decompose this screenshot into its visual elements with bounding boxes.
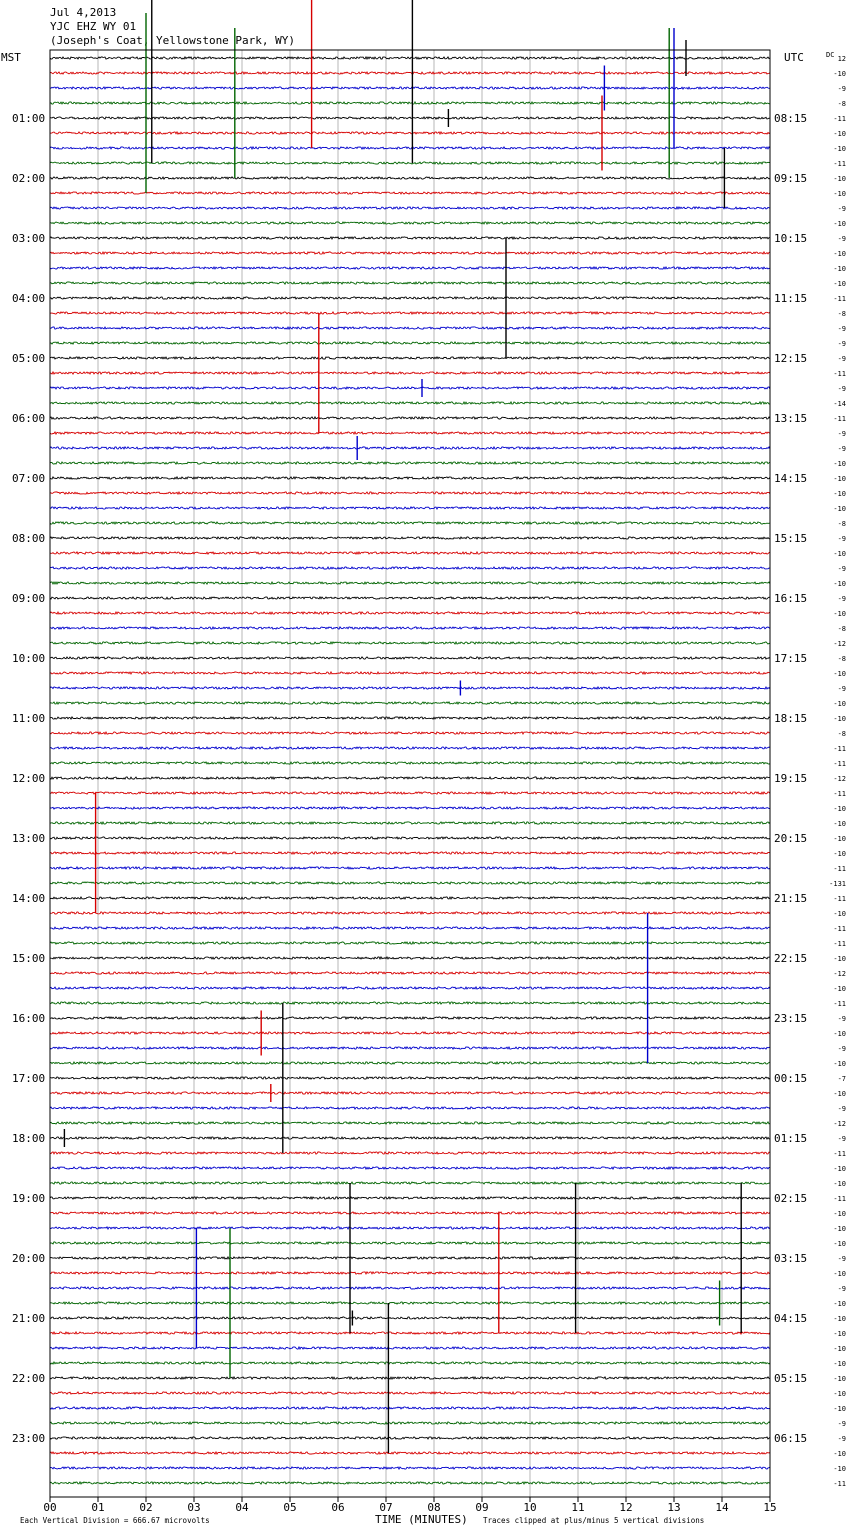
- mst-hour-label: 21:00: [12, 1312, 46, 1325]
- mst-hour-label: 18:00: [12, 1132, 46, 1145]
- dc-offset-label: -10: [833, 1030, 846, 1038]
- dc-offset-label: -11: [833, 925, 846, 933]
- x-tick-label: 07: [379, 1501, 393, 1514]
- dc-offset-label: -10: [833, 250, 846, 258]
- x-tick-label: 02: [139, 1501, 153, 1514]
- dc-offset-label: -12: [833, 1120, 846, 1128]
- dc-offset-label: -10: [833, 805, 846, 813]
- header-station: YJC EHZ WY 01: [50, 20, 137, 33]
- dc-offset-label: -10: [833, 1465, 846, 1473]
- footer-scale-note: Each Vertical Division = 666.67 microvolts: [20, 1516, 210, 1525]
- utc-hour-label: 06:15: [774, 1432, 808, 1445]
- dc-offset-label: -11: [833, 865, 846, 873]
- utc-hour-label: 17:15: [774, 652, 808, 665]
- dc-offset-label: -10: [833, 580, 846, 588]
- dc-offset-label: -14: [833, 400, 846, 408]
- dc-offset-label: -10: [833, 1375, 846, 1383]
- dc-offset-label: -10: [833, 1165, 846, 1173]
- dc-offset-label: -11: [833, 1195, 846, 1203]
- dc-offset-label: -10: [833, 490, 846, 498]
- mst-hour-label: 04:00: [12, 292, 46, 305]
- mst-hour-label: 07:00: [12, 472, 46, 485]
- dc-label: DC: [826, 51, 835, 59]
- x-tick-label: 09: [475, 1501, 489, 1514]
- mst-hour-label: 17:00: [12, 1072, 46, 1085]
- utc-hour-label: 14:15: [774, 472, 808, 485]
- utc-hour-label: 16:15: [774, 592, 808, 605]
- x-tick-label: 06: [331, 1501, 345, 1514]
- dc-offset-label: -12: [833, 775, 846, 783]
- dc-offset-label: -10: [833, 1330, 846, 1338]
- utc-hour-label: 02:15: [774, 1192, 808, 1205]
- utc-hour-label: 18:15: [774, 712, 808, 725]
- dc-offset-label: -9: [837, 1420, 846, 1428]
- dc-offset-label: -10: [833, 190, 846, 198]
- dc-offset-label: -9: [837, 445, 846, 453]
- dc-offset-label: -9: [837, 325, 846, 333]
- x-tick-label: 05: [283, 1501, 297, 1514]
- dc-offset-label: -131: [829, 880, 846, 888]
- utc-hour-label: 20:15: [774, 832, 808, 845]
- dc-offset-label: -11: [833, 295, 846, 303]
- dc-offset-label: -10: [833, 700, 846, 708]
- dc-offset-label: -10: [833, 1270, 846, 1278]
- dc-offset-label: -11: [833, 1150, 846, 1158]
- utc-hour-label: 22:15: [774, 952, 808, 965]
- utc-hour-label: 10:15: [774, 232, 808, 245]
- dc-offset-label: -9: [837, 1135, 846, 1143]
- header-location: (Joseph's Coat, Yellowstone Park, WY): [50, 34, 296, 47]
- x-tick-label: 01: [91, 1501, 105, 1514]
- dc-offset-label: -10: [833, 610, 846, 618]
- dc-offset-label: -10: [833, 670, 846, 678]
- dc-offset-label: -11: [833, 790, 846, 798]
- mst-hour-label: 11:00: [12, 712, 46, 725]
- dc-offset-label: -9: [837, 1285, 846, 1293]
- utc-hour-label: 19:15: [774, 772, 808, 785]
- mst-hour-label: 05:00: [12, 352, 46, 365]
- utc-hour-label: 15:15: [774, 532, 808, 545]
- dc-offset-label: -11: [833, 745, 846, 753]
- dc-offset-label: -10: [833, 550, 846, 558]
- dc-offset-label: -9: [837, 205, 846, 213]
- dc-offset-label: -9: [837, 1255, 846, 1263]
- dc-offset-label: -10: [833, 265, 846, 273]
- dc-offset-label: -9: [837, 1435, 846, 1443]
- dc-offset-label: -8: [837, 520, 846, 528]
- dc-offset-label: -10: [833, 280, 846, 288]
- mst-hour-label: 09:00: [12, 592, 46, 605]
- x-tick-label: 14: [715, 1501, 729, 1514]
- dc-offset-label: -11: [833, 895, 846, 903]
- dc-offset-label: -10: [833, 70, 846, 78]
- dc-offset-label: -10: [833, 835, 846, 843]
- dc-offset-label: -10: [833, 1210, 846, 1218]
- dc-offset-label: -10: [833, 130, 846, 138]
- dc-offset-label: -12: [833, 640, 846, 648]
- mst-hour-label: 22:00: [12, 1372, 46, 1385]
- dc-offset-label: -11: [833, 940, 846, 948]
- dc-offset-label: -10: [833, 1090, 846, 1098]
- x-tick-label: 00: [43, 1501, 57, 1514]
- dc-offset-label: -7: [837, 1075, 846, 1083]
- dc-offset-label: -9: [837, 385, 846, 393]
- x-tick-label: 03: [187, 1501, 201, 1514]
- mst-hour-label: 03:00: [12, 232, 46, 245]
- utc-hour-label: 03:15: [774, 1252, 808, 1265]
- x-tick-label: 10: [523, 1501, 537, 1514]
- mst-hour-label: 02:00: [12, 172, 46, 185]
- dc-offset-label: -10: [833, 820, 846, 828]
- utc-hour-label: 04:15: [774, 1312, 808, 1325]
- dc-offset-label: -10: [833, 1300, 846, 1308]
- footer-clip-note: Traces clipped at plus/minus 5 vertical divisions: [483, 1516, 705, 1525]
- dc-offset-label: -9: [837, 535, 846, 543]
- dc-offset-label: -11: [833, 415, 846, 423]
- mst-hour-label: 23:00: [12, 1432, 46, 1445]
- x-tick-label: 15: [763, 1501, 777, 1514]
- dc-offset-label: -10: [833, 175, 846, 183]
- dc-offset-label: -10: [833, 1360, 846, 1368]
- mst-hour-label: 16:00: [12, 1012, 46, 1025]
- header-date: Jul 4,2013: [50, 6, 117, 19]
- mst-hour-label: 15:00: [12, 952, 46, 965]
- mst-hour-label: 14:00: [12, 892, 46, 905]
- dc-offset-label: 12: [837, 55, 846, 63]
- utc-hour-label: 12:15: [774, 352, 808, 365]
- dc-offset-label: -10: [833, 850, 846, 858]
- dc-offset-label: -9: [837, 1105, 846, 1113]
- mst-hour-label: 19:00: [12, 1192, 46, 1205]
- dc-offset-label: -8: [837, 730, 846, 738]
- dc-offset-label: -10: [833, 1315, 846, 1323]
- dc-offset-label: -10: [833, 475, 846, 483]
- x-tick-label: 13: [667, 1501, 681, 1514]
- utc-hour-label: 00:15: [774, 1072, 808, 1085]
- dc-offset-label: -8: [837, 310, 846, 318]
- dc-offset-label: -10: [833, 985, 846, 993]
- x-tick-label: 11: [571, 1501, 585, 1514]
- dc-offset-label: -9: [837, 430, 846, 438]
- dc-offset-label: -8: [837, 625, 846, 633]
- dc-offset-label: -9: [837, 340, 846, 348]
- dc-offset-label: -9: [837, 355, 846, 363]
- utc-hour-label: 23:15: [774, 1012, 808, 1025]
- dc-offset-label: -11: [833, 1000, 846, 1008]
- utc-hour-label: 11:15: [774, 292, 808, 305]
- dc-offset-label: -8: [837, 655, 846, 663]
- dc-offset-label: -9: [837, 1015, 846, 1023]
- dc-offset-label: -10: [833, 505, 846, 513]
- dc-offset-label: -9: [837, 595, 846, 603]
- x-tick-label: 08: [427, 1501, 441, 1514]
- utc-hour-label: 08:15: [774, 112, 808, 125]
- dc-offset-label: -10: [833, 220, 846, 228]
- dc-offset-label: -12: [833, 970, 846, 978]
- dc-offset-label: -9: [837, 85, 846, 93]
- dc-offset-label: -9: [837, 685, 846, 693]
- dc-offset-label: -10: [833, 1405, 846, 1413]
- dc-offset-label: -10: [833, 1240, 846, 1248]
- dc-offset-label: -9: [837, 235, 846, 243]
- dc-offset-label: -11: [833, 115, 846, 123]
- x-axis-title: TIME (MINUTES): [375, 1513, 468, 1526]
- dc-offset-label: -9: [837, 565, 846, 573]
- dc-offset-label: -10: [833, 145, 846, 153]
- dc-offset-label: -10: [833, 1450, 846, 1458]
- mst-hour-label: 01:00: [12, 112, 46, 125]
- left-axis-label: MST: [1, 51, 21, 64]
- x-tick-label: 12: [619, 1501, 633, 1514]
- utc-hour-label: 09:15: [774, 172, 808, 185]
- mst-hour-label: 06:00: [12, 412, 46, 425]
- dc-offset-label: -9: [837, 1045, 846, 1053]
- mst-hour-label: 10:00: [12, 652, 46, 665]
- dc-offset-label: -10: [833, 460, 846, 468]
- utc-hour-label: 05:15: [774, 1372, 808, 1385]
- dc-offset-label: -11: [833, 1480, 846, 1488]
- utc-hour-label: 01:15: [774, 1132, 808, 1145]
- mst-hour-label: 20:00: [12, 1252, 46, 1265]
- dc-offset-label: -10: [833, 1060, 846, 1068]
- dc-offset-label: -10: [833, 1225, 846, 1233]
- dc-offset-label: -10: [833, 715, 846, 723]
- dc-offset-label: -11: [833, 370, 846, 378]
- dc-offset-label: -10: [833, 955, 846, 963]
- dc-offset-label: -11: [833, 760, 846, 768]
- dc-offset-label: -10: [833, 1390, 846, 1398]
- dc-offset-label: -11: [833, 160, 846, 168]
- x-tick-label: 04: [235, 1501, 249, 1514]
- mst-hour-label: 08:00: [12, 532, 46, 545]
- utc-hour-label: 13:15: [774, 412, 808, 425]
- dc-offset-label: -10: [833, 1345, 846, 1353]
- utc-hour-label: 21:15: [774, 892, 808, 905]
- mst-hour-label: 12:00: [12, 772, 46, 785]
- dc-offset-label: -10: [833, 910, 846, 918]
- dc-offset-label: -10: [833, 1180, 846, 1188]
- right-axis-label: UTC: [784, 51, 804, 64]
- mst-hour-label: 13:00: [12, 832, 46, 845]
- dc-offset-label: -8: [837, 100, 846, 108]
